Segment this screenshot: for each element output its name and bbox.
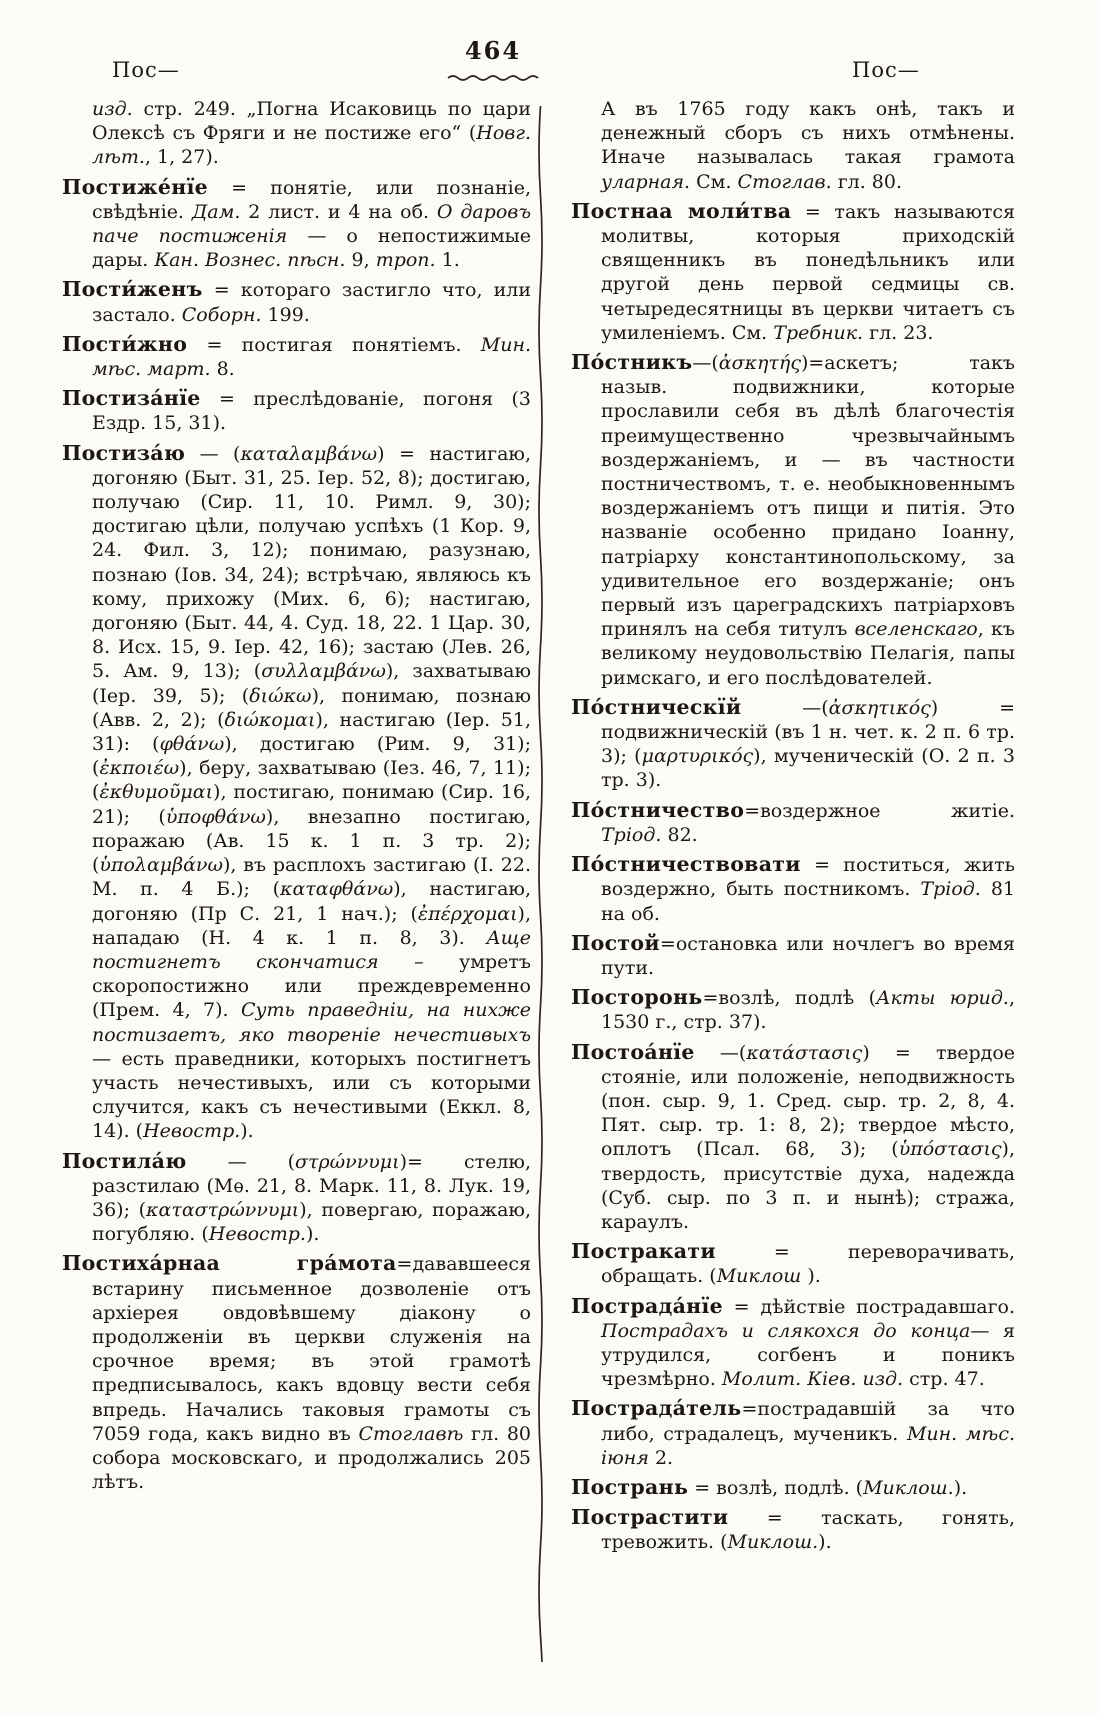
entry-text: — есть праведники, которыхъ постигнетъ участь нечестивыхъ, или съ которыми случится, какъ съ нечестивыми (Еккл. 8, 14). ( (92, 1047, 531, 1143)
source-citation: Соборн. (181, 303, 262, 326)
entry-text: ). (305, 1223, 320, 1246)
entry-text: — о непостижимые дары. (92, 225, 531, 272)
entry-text: )= стелю, разстилаю (Мѳ. 21, 8. Марк. 11, 8. Лук. 19, 36); ( (92, 1150, 531, 1221)
entry-text: —( (741, 696, 829, 719)
entry-text: ), настигаю, догоняю (Пр С. 21, 1 нач.); ( (92, 878, 531, 925)
left-column (62, 97, 531, 1499)
entry-text: = котораго застигло что, или застало. (92, 279, 531, 326)
entry-text: 82. (661, 823, 698, 846)
entry-headword: Постиже́нїе (62, 174, 208, 199)
entry-text: , къ великому неудовольствію Пелагія, папы римскаго, и его послѣдователей. (601, 618, 1016, 689)
entry-text: ). (818, 1531, 832, 1554)
entry-text: гл. 80. (831, 170, 903, 193)
dictionary-entry (62, 1149, 531, 1247)
entry-text: гл. 23. (863, 321, 934, 344)
entry-text: = возлѣ, подлѣ. ( (688, 1476, 864, 1499)
entry-text: 2. (648, 1446, 674, 1469)
dictionary-entry (62, 332, 531, 381)
source-citation: Аще постигнетъ скончатися (92, 926, 531, 973)
dictionary-entry (62, 1251, 531, 1494)
right-column (571, 97, 1015, 1560)
entry-text: ), внезапно постигаю, поражаю (Ав. 15 к. 1 п. 3 тр. 2); ( (92, 805, 531, 877)
continuation-paragraph (571, 97, 1015, 194)
entry-text: стр. 47. (903, 1368, 985, 1391)
dictionary-entry (62, 277, 531, 326)
entry-text: — я утрудился, согбенъ и поникъ чрезмѣрно. (601, 1319, 1015, 1391)
entry-headword: Пострастити (571, 1505, 729, 1530)
greek-term: κατάστασις (746, 1041, 863, 1064)
greek-term: καταφθάνω (280, 878, 394, 901)
entry-text: — ( (186, 1150, 296, 1173)
entry-text: ), повергаю, поражаю, погубляю. ( (92, 1198, 531, 1246)
greek-term: ἀσκητικός (828, 696, 931, 719)
dictionary-entry (571, 1505, 1015, 1554)
entry-text: – умретъ скоропостижно или преждевременно (Прем. 4, 7). (92, 950, 532, 1022)
entry-text: = преслѣдованіе, погоня (3 Ездр. 15, 31). (92, 388, 531, 435)
source-citation: Мин. мѣс. март. (92, 333, 531, 381)
greek-term: ἐπέρχομαι (417, 902, 518, 925)
entry-text: ), захватываю (Іер. 39, 5); ( (92, 660, 532, 707)
running-head-right: Пос— (852, 58, 920, 82)
source-citation: Миклош. (863, 1476, 954, 1499)
entry-headword: Постой (571, 930, 660, 955)
greek-term: μαρτυρικός (641, 745, 754, 768)
entry-headword: Постнаа моли́тва (571, 198, 792, 223)
greek-term: ἐκποιέω (99, 757, 180, 780)
dictionary-entry (571, 852, 1015, 926)
entry-text: ). (240, 1120, 254, 1143)
entry-headword: Постоа́нїе (571, 1039, 695, 1064)
dictionary-entry (571, 695, 1015, 793)
source-citation: О даровъ паче постиженія (92, 200, 532, 248)
source-citation: вселенскаго (854, 618, 978, 641)
greek-term: διώκομαι (224, 708, 316, 731)
source-citation: Требник. (773, 321, 864, 344)
source-citation: изд. (92, 98, 144, 120)
entry-headword: По́стничество (571, 797, 745, 822)
greek-term: στρώννυμι (295, 1150, 400, 1173)
greek-term: ὑπολαμβάνω (99, 854, 223, 877)
source-citation: Пострадахъ и слякохся до конца (601, 1319, 971, 1342)
page-number: 464 (464, 36, 522, 65)
entry-headword: Пости́женъ (62, 277, 203, 302)
entry-text: ), настигаю (Іер. 51, 31): ( (92, 708, 531, 756)
source-citation: Миклош. (727, 1531, 819, 1554)
greek-term: καταλαμβάνω (240, 442, 378, 465)
entry-text: , 1530 г., стр. 37). (601, 987, 1015, 1034)
dictionary-entry (62, 175, 531, 273)
entry-text: =воздержное житіе. (744, 799, 1015, 822)
entry-text: ), нападаю (Н. 4 к. 1 п. 8, 3). (92, 902, 531, 949)
entry-text: = такъ называются молитвы, которыя приходскій священникъ въ понедѣльникъ или другой день первой седмицы св. четыредесятницы въ церкви читаетъ съ умиленіемъ. См. (601, 200, 1015, 344)
entry-text: ) = подвижническій (въ 1 н. чет. к. 2 п. 6 тр. 3); ( (601, 696, 1015, 768)
entry-text: . См. (684, 170, 738, 193)
entry-headword: По́стникъ (571, 350, 693, 375)
greek-term: συλλαμβάνω (261, 660, 386, 683)
greek-term: ὑποφθάνω (165, 805, 266, 828)
entry-text: 1. (435, 249, 460, 272)
source-citation: уларная (601, 170, 685, 193)
entry-text: = переворачивать, обращать. ( (601, 1241, 1015, 1288)
entry-headword: Пости́жно (62, 331, 188, 356)
dictionary-entry (571, 1239, 1015, 1288)
entry-text: ) = настигаю, догоняю (Быт. 31, 25. Іер. 52, 8); достигаю, получаю (Сир. 11, 10. Римл. 9, 30); достигаю цѣли, получаю успѣхъ (1 Кор. 9, 24. Фил. 3, 12); понимаю, разузнаю, познаю (Іов. 34, 24); встрѣчаю, являюсь къ кому, прихожу (Мих. 6, 6); настигаю, догоняю (Быт. 44, 4. Суд. 18, 22. 1 Цар. 30, 8. Исх. 15, 9. Іер. 42, 16); застаю (Лев. 26, 5. Ам. 9, 13); ( (92, 442, 531, 683)
greek-term: φθάνω (159, 733, 225, 756)
entry-text: ), постигаю, понимаю (Сир. 16, 21); ( (92, 781, 531, 828)
dictionary-entry (571, 985, 1015, 1034)
source-citation: Тріод. (601, 823, 662, 846)
entry-headword: Постиза́ю (62, 440, 186, 465)
entry-headword: Пострада́тель (571, 1396, 742, 1421)
dictionary-entry (571, 1396, 1015, 1470)
entry-text: =пострадавшій за что либо, страдалецъ, мученикъ. (601, 1398, 1015, 1445)
entry-text: = понятіе, или познаніе, свѣдѣніе. (92, 176, 531, 223)
entry-headword: По́стничествовати (571, 852, 801, 877)
entry-text: , 1, 27). (144, 146, 219, 169)
entry-headword: Постракати (571, 1239, 716, 1264)
entry-headword: Пострада́нїе (571, 1293, 723, 1318)
source-citation: Новг. лѣт. (92, 122, 531, 169)
entry-text: = таскать, гонять, тревожить. ( (601, 1507, 1015, 1554)
entry-text: =дававшееся встарину письменное дозволеніе отъ архіерея овдовѣвшему діакону о продолженіи въ церкви служенія на срочное время; въ этой грамотѣ предписывалось, какъ вдовцу вести себя впредь. Начались таковыя грамоты съ 7059 года, какъ видно въ (92, 1253, 531, 1445)
entry-text: = постигая понятіемъ. (187, 333, 481, 356)
source-citation: Тріод. (920, 878, 981, 901)
column-divider (536, 106, 545, 1662)
source-citation: Невостр. (208, 1223, 306, 1246)
entry-text: ), достигаю (Рим. 9, 31); ( (92, 733, 531, 780)
entry-text: 2 лист. и 4 на об. (240, 200, 437, 223)
source-citation: Акты юрид. (876, 987, 1009, 1010)
entry-text: = дѣйствіе пострадавшаго. (722, 1295, 1015, 1318)
entry-text: ), въ расплохъ застигаю (І. 22. М. п. 4 Б.); ( (92, 854, 531, 901)
entry-text: ), понимаю, познаю (Авв. 2, 2); ( (92, 684, 532, 731)
entry-text: А въ 1765 году какъ онѣ, такъ и денежный сборъ съ нихъ отмѣнены. Иначе называлась такая грамота (601, 98, 1015, 169)
entry-text: 8. (210, 358, 235, 381)
entry-text: ), твердость, присутствіе духа, надежда (Суб. сыр. по 3 п. и нынѣ); стража, караулъ. (601, 1138, 1015, 1233)
entry-headword: Пострань (571, 1474, 689, 1499)
greek-term: ὑπόστασις (898, 1138, 1002, 1161)
entry-headword: Посторонь (571, 985, 703, 1010)
entry-headword: По́стническїй (571, 694, 742, 719)
entry-text: )=аскетъ; такъ назыв. подвижники, которые прославили себя въ дѣлѣ благочестія преимущественно чрезвычайнымъ воздержаніемъ, и — въ частности постничествомъ, т. е. необыкновеннымъ воздержаніемъ отъ пищи и питія. Это названіе особенно придано Іоанну, патріарху константинопольскому, за удивительное его воздержаніе; онъ первый изъ цареградскихъ патріарховъ принялъ на себя титулъ (601, 352, 1015, 641)
entry-text: ) = твердое стояніе, или положеніе, неподвижность (пон. сыр. 9, 1. Сред. сыр. тр. 2, 8, 4. Пят. сыр. тр. 1: 8, 2); твердое мѣсто, оплотъ (Псал. 68, 3); ( (601, 1041, 1015, 1161)
entry-text: — ( (185, 442, 241, 465)
dictionary-entry (571, 1040, 1015, 1235)
source-citation: Суть праведніи, на нихже постизаетъ, яко твореніе нечестивыхъ (92, 999, 531, 1046)
running-head-left: Пос— (112, 58, 180, 82)
source-citation: Кан. Вознес. пѣсн. (154, 249, 346, 272)
entry-headword: Постиха́рнаа гра́мота (62, 1251, 397, 1276)
dictionary-entry (571, 1294, 1015, 1392)
entry-text: 199. (261, 303, 310, 326)
greek-term: ἐκθυμοῦμαι (99, 781, 214, 804)
source-citation: Мин. мѣс. іюня (601, 1422, 1015, 1469)
entry-headword: Постиза́нїе (62, 386, 201, 411)
source-citation: троп. (375, 249, 436, 272)
dictionary-entry (571, 798, 1015, 847)
entry-text: —( (694, 1041, 747, 1064)
entry-text: ), беру, захватываю (Іез. 46, 7, 11); ( (92, 757, 531, 804)
source-citation: Стоглавѣ (358, 1422, 464, 1445)
entry-text: 9, (345, 249, 376, 272)
entry-text: ). (801, 1265, 821, 1288)
source-citation: Стоглав. (737, 170, 832, 193)
greek-term: ἀσκητής (718, 352, 801, 375)
entry-text: =остановка или ночлегъ во время пути. (601, 932, 1015, 979)
source-citation: Невостр. (143, 1120, 241, 1143)
entry-text: стр. 249. „Погна Исаковиць по цари Олексѣ съ Фряги и не постиже его“ ( (92, 98, 531, 145)
dictionary-entry (571, 1475, 1015, 1500)
entry-text: 81 на об. (601, 878, 1016, 925)
entry-text: —( (692, 352, 719, 375)
source-citation: Дам. (191, 200, 241, 223)
dictionary-entry (571, 350, 1015, 690)
dictionary-entry (62, 386, 531, 435)
continuation-paragraph (62, 97, 531, 170)
entry-text: =возлѣ, подлѣ ( (702, 987, 877, 1010)
entry-headword: Постила́ю (62, 1148, 187, 1173)
dictionary-entry (571, 199, 1015, 345)
source-citation: Миклош (716, 1265, 802, 1288)
dictionary-entry (571, 931, 1015, 980)
dictionary-entry (62, 441, 531, 1144)
greek-term: διώκω (249, 684, 312, 707)
greek-term: καταστρώννυμι (146, 1198, 300, 1221)
entry-text: ). (953, 1476, 968, 1499)
entry-text: ), мученическій (О. 2 п. 3 тр. 3). (601, 745, 1016, 792)
entry-text: гл. 80 собора московскаго, и продолжались 205 лѣтъ. (92, 1422, 531, 1494)
page-number-underline (442, 72, 544, 84)
source-citation: Молит. Кіев. изд. (721, 1368, 904, 1391)
entry-text: = поститься, жить воздержно, быть постникомъ. (601, 854, 1015, 901)
